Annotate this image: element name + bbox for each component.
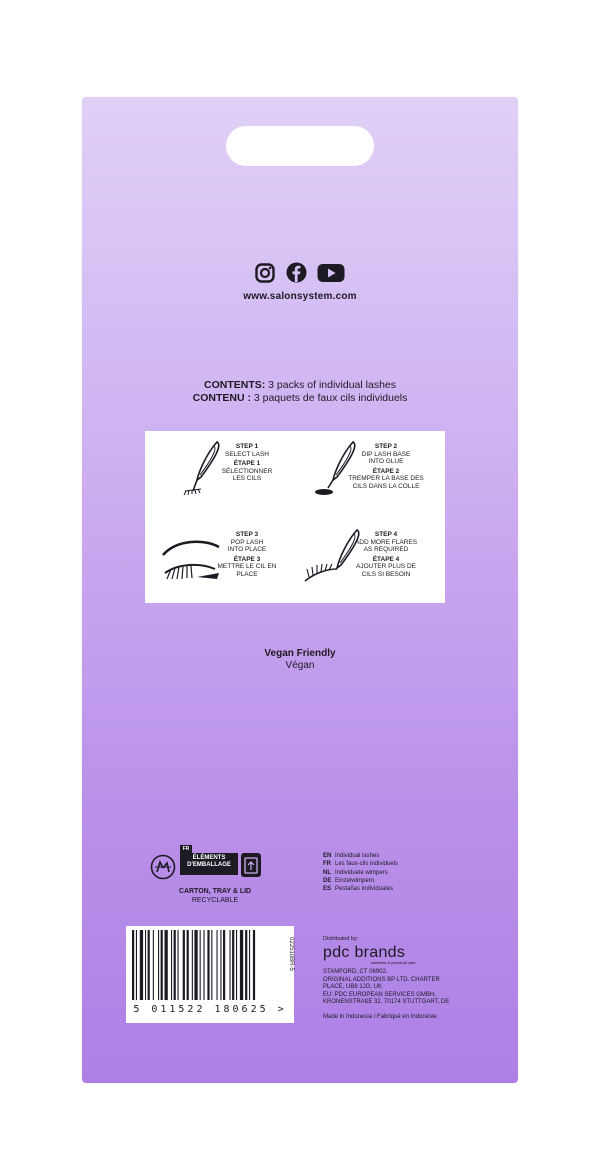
barcode-bar bbox=[230, 930, 231, 1000]
website-url: www.salonsystem.com bbox=[243, 291, 357, 302]
distributor-address bbox=[323, 969, 493, 1007]
barcode bbox=[126, 926, 294, 1023]
barcode-bar bbox=[174, 930, 176, 1000]
step-2-fr-line-2: CILS DANS LA COLLE bbox=[352, 482, 420, 490]
step-2-text: DIP LASH BASE bbox=[361, 450, 411, 458]
lang-row: EN Individual lashes bbox=[323, 853, 380, 859]
step-1-title: STEP 1 bbox=[235, 443, 259, 450]
address-line: ORIGINAL ADDITIONS BP LTD. CHARTER bbox=[323, 976, 440, 983]
instagram-icon bbox=[255, 263, 275, 283]
step-3-fr-line-1: METTRE LE CIL EN bbox=[217, 563, 277, 570]
step-2 bbox=[341, 443, 431, 490]
step-3-fr-line-2: PLACE bbox=[236, 570, 258, 578]
barcode-number: 5 011522 180625 > bbox=[133, 1004, 287, 1015]
step-1-fr-line-1: SÉLECTIONNER bbox=[221, 467, 273, 475]
step-1 bbox=[215, 443, 279, 483]
step-1-fr-title: ÉTAPE 1 bbox=[233, 460, 261, 467]
instructions-panel bbox=[145, 431, 445, 603]
barcode-bar bbox=[153, 930, 154, 1000]
lang-row: NL Individuele wimpers bbox=[323, 869, 388, 876]
contents-label-fr: CONTENU : bbox=[192, 392, 251, 404]
step-2-text-2: INTO GLUE bbox=[368, 458, 404, 465]
address-line: STAMFORD, CT 06902. bbox=[323, 969, 388, 975]
recycle-bin-icon bbox=[240, 852, 262, 878]
step-2-fr-title: ÉTAPE 2 bbox=[372, 467, 400, 475]
badge-line-1: ÉLÉMENTS bbox=[192, 855, 226, 861]
address-line: KRONENSTRAßE 32, 70174 STUTTGART, DE bbox=[323, 999, 450, 1005]
barcode-bar bbox=[211, 930, 212, 1000]
made-in-text: Made in Indonesia / Fabriqué en Indonésie bbox=[323, 1014, 437, 1020]
contents-label-en: CONTENTS: bbox=[204, 379, 266, 391]
barcode-bar bbox=[249, 930, 250, 1000]
step-4-fr-line-2: CILS SI BESOIN bbox=[361, 570, 411, 578]
triman-icon bbox=[150, 854, 176, 880]
lang-row: ES Pestañas individuales bbox=[323, 886, 394, 893]
barcode-bar bbox=[194, 930, 197, 1000]
step-4-fr-line-1: AJOUTER PLUS DE bbox=[356, 563, 416, 570]
distributed-by-label: Distributed by: bbox=[323, 936, 359, 942]
recycling-status: RECYCLABLE bbox=[191, 897, 239, 904]
barcode-bar bbox=[148, 930, 150, 1000]
recycling-text bbox=[150, 887, 280, 905]
step-3-text-2: INTO PLACE bbox=[227, 546, 267, 553]
barcode-bars bbox=[132, 930, 288, 1004]
barcode-bar bbox=[223, 930, 225, 1000]
part-number bbox=[287, 925, 306, 985]
barcode-bar bbox=[171, 930, 172, 1000]
barcode-bar bbox=[145, 930, 146, 1000]
part-number-text: 022510BR-5 bbox=[287, 937, 294, 971]
step-2-title: STEP 2 bbox=[374, 443, 398, 450]
social-icons bbox=[0, 262, 600, 283]
barcode-bar bbox=[161, 930, 163, 1000]
barcode-bar bbox=[236, 930, 237, 1000]
hang-tab-hole bbox=[226, 126, 374, 166]
step-3-title: STEP 3 bbox=[235, 531, 259, 538]
vegan-fr: Végan bbox=[285, 660, 315, 671]
lang-row: FR Les faux-cils individuels bbox=[323, 861, 399, 868]
packaging-elements-badge bbox=[180, 853, 238, 875]
barcode-bar bbox=[245, 930, 247, 1000]
recycling-items: CARTON, TRAY & LID bbox=[178, 888, 252, 895]
barcode-bar bbox=[217, 930, 218, 1000]
barcode-bar bbox=[192, 930, 193, 1000]
badge-line-2: D'EMBALLAGE bbox=[187, 862, 231, 868]
barcode-bar bbox=[200, 930, 201, 1000]
step-2-fr-line-1: TREMPER LA BASE DES bbox=[348, 475, 424, 482]
step-4 bbox=[345, 531, 427, 578]
step-3 bbox=[215, 531, 279, 578]
barcode-bar bbox=[132, 930, 134, 1000]
address-line: EU: PDC EUROPEAN SERVICES GMBH, bbox=[323, 991, 436, 998]
step-3-fr-title: ÉTAPE 3 bbox=[233, 555, 261, 563]
contents-text-fr: 3 paquets de faux cils individuels bbox=[250, 392, 408, 404]
contents-text-en: 3 packs of individual lashes bbox=[265, 379, 396, 391]
barcode-bar bbox=[207, 930, 209, 1000]
language-list bbox=[323, 852, 398, 893]
barcode-bar bbox=[165, 930, 168, 1000]
barcode-bar bbox=[187, 930, 189, 1000]
pdc-tagline: wellness & personal care bbox=[371, 960, 416, 965]
step-4-fr-title: ÉTAPE 4 bbox=[372, 555, 400, 563]
pdc-brands-logo: pdc brands bbox=[323, 944, 406, 961]
vegan-en: Vegan Friendly bbox=[264, 648, 336, 659]
barcode-bar bbox=[136, 930, 137, 1000]
distributor-block bbox=[323, 936, 493, 1007]
barcode-bar bbox=[140, 930, 143, 1000]
step-4-title: STEP 4 bbox=[374, 531, 398, 538]
facebook-icon bbox=[286, 262, 307, 283]
address-line: PLACE, UB8 1JG, UK bbox=[323, 984, 383, 990]
barcode-bar bbox=[178, 930, 179, 1000]
barcode-bar bbox=[183, 930, 185, 1000]
barcode-bar bbox=[253, 930, 255, 1000]
step-4-text-2: AS REQUIRED bbox=[363, 546, 409, 553]
step-1-text: SELECT LASH bbox=[225, 450, 269, 458]
barcode-bar bbox=[204, 930, 205, 1000]
contents-info bbox=[0, 379, 600, 405]
barcode-bar bbox=[158, 930, 159, 1000]
step-4-text: ADD MORE FLARES bbox=[354, 538, 418, 546]
barcode-bar bbox=[240, 930, 243, 1000]
step-3-text: POP LASH bbox=[230, 538, 264, 546]
youtube-icon bbox=[317, 263, 345, 283]
barcode-bar bbox=[220, 930, 221, 1000]
vegan-label bbox=[0, 648, 600, 672]
step-1-fr-line-2: LES CILS bbox=[232, 475, 262, 482]
lang-row: DE Einzelwimpern bbox=[323, 877, 375, 884]
fr-tag: FR bbox=[180, 845, 192, 853]
barcode-bar bbox=[232, 930, 234, 1000]
